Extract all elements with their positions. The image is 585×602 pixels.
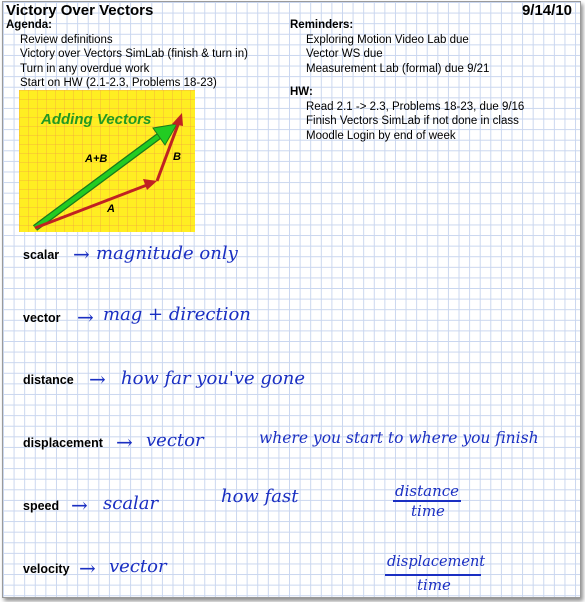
term-distance: distance bbox=[23, 373, 74, 387]
adding-vectors-figure bbox=[19, 90, 195, 232]
term-velocity: velocity bbox=[23, 562, 70, 576]
page-date: 9/14/10 bbox=[521, 2, 572, 19]
hw-item: Moodle Login by end of week bbox=[306, 129, 456, 142]
hw-heading: HW: bbox=[290, 86, 313, 98]
term-scalar: scalar bbox=[23, 248, 60, 262]
b-label: B bbox=[173, 151, 181, 163]
reminders-heading: Reminders: bbox=[290, 19, 354, 31]
arrow-icon: → bbox=[77, 305, 94, 329]
reminder-item: Measurement Lab (formal) due 9/21 bbox=[306, 62, 490, 75]
note-speed-type: scalar bbox=[103, 493, 159, 514]
speed-fraction-denominator: time bbox=[411, 502, 445, 520]
reminder-item: Exploring Motion Video Lab due bbox=[306, 34, 469, 46]
note-displacement-definition: where you start to where you finish bbox=[259, 429, 539, 447]
agenda-heading: Agenda: bbox=[6, 19, 52, 31]
note-speed-description: how fast bbox=[221, 486, 299, 507]
agenda-item: Victory over Vectors SimLab (finish & turn in) bbox=[20, 48, 248, 61]
hw-item: Finish Vectors SimLab if not done in class bbox=[306, 115, 519, 128]
notes-page bbox=[2, 1, 581, 598]
arrow-icon: → bbox=[79, 556, 96, 580]
note-scalar: magnitude only bbox=[96, 243, 238, 264]
agenda-list bbox=[20, 33, 248, 91]
arrow-icon: → bbox=[73, 242, 90, 266]
agenda-item: Turn in any overdue work bbox=[20, 62, 150, 75]
note-distance: how far you've gone bbox=[121, 368, 305, 389]
page-title: Victory Over Vectors bbox=[6, 2, 154, 19]
arrow-icon: → bbox=[89, 367, 106, 391]
agenda-item: Review definitions bbox=[20, 34, 113, 46]
arrow-icon: → bbox=[71, 493, 88, 517]
arrow-icon: → bbox=[116, 430, 133, 454]
hw-list bbox=[306, 100, 524, 143]
sum-label: A+B bbox=[85, 153, 108, 165]
term-displacement: displacement bbox=[23, 436, 103, 450]
velocity-fraction-denominator: time bbox=[417, 576, 451, 594]
hw-item: Read 2.1 -> 2.3, Problems 18-23, due 9/16 bbox=[306, 101, 525, 113]
adding-vectors-diagram bbox=[19, 90, 195, 232]
agenda-item: Start on HW (2.1-2.3, Problems 18-23) bbox=[20, 77, 217, 90]
velocity-fraction-numerator: displacement bbox=[387, 554, 486, 570]
reminder-item: Vector WS due bbox=[306, 48, 383, 61]
figure-title: Adding Vectors bbox=[41, 111, 152, 128]
term-speed: speed bbox=[23, 499, 60, 513]
term-vector: vector bbox=[23, 311, 61, 325]
note-velocity-type: vector bbox=[109, 556, 167, 577]
speed-fraction-numerator: distance bbox=[395, 482, 460, 500]
a-label: A bbox=[107, 203, 115, 215]
note-displacement-type: vector bbox=[146, 430, 204, 451]
reminders-list bbox=[306, 33, 489, 76]
note-vector: mag + direction bbox=[103, 304, 251, 325]
